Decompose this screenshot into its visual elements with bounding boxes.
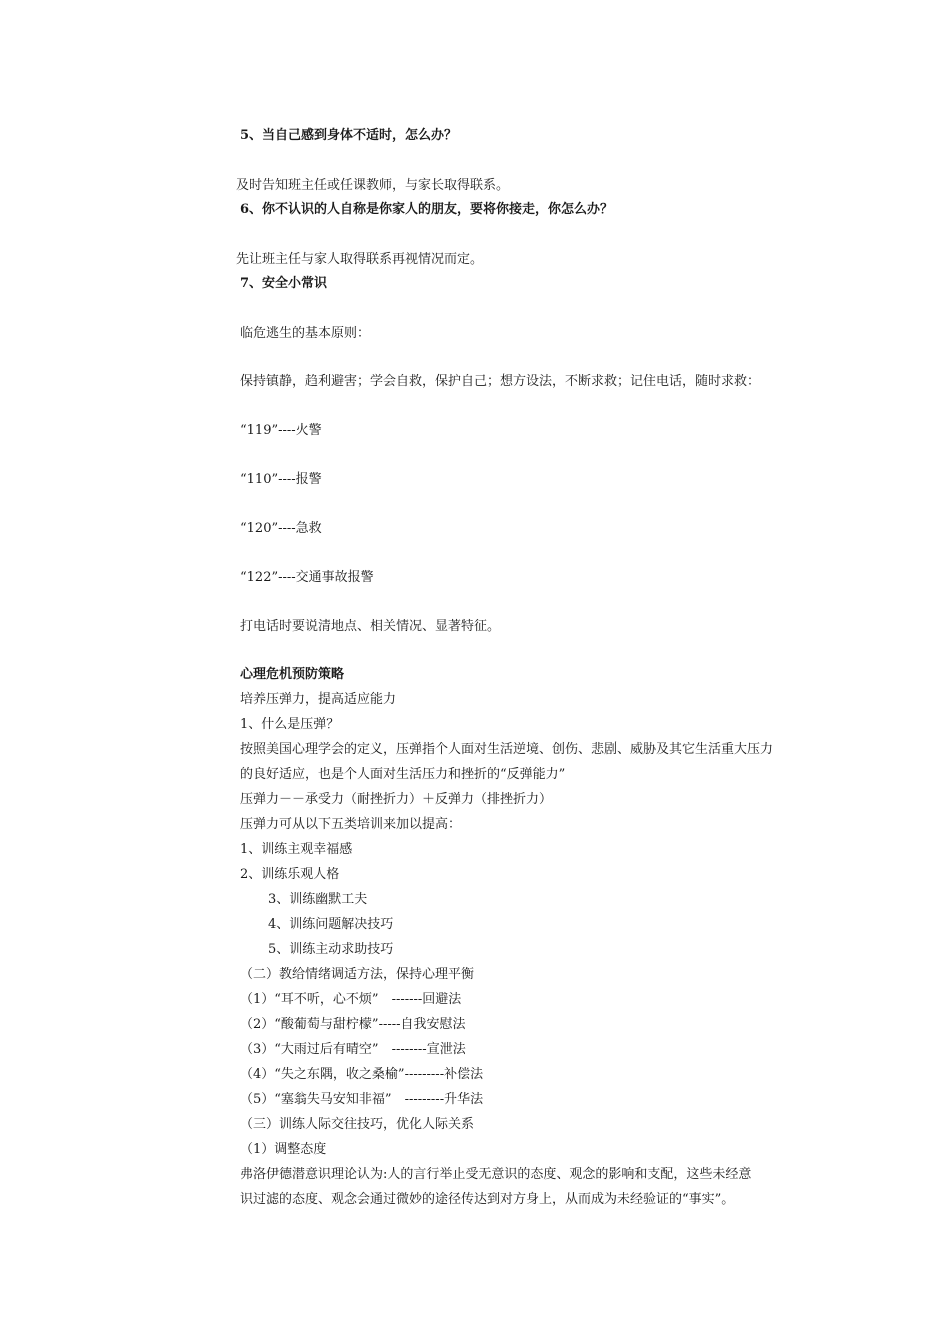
method-2: （2）“酸葡萄与甜柠檬”-----自我安慰法 [240, 1017, 466, 1032]
training-item-3: 3、训练幽默工夫 [268, 892, 368, 907]
method-5: （5）“塞翁失马安知非福” ---------升华法 [240, 1092, 484, 1107]
question-5: 5、当自己感到身体不适时，怎么办？ [240, 128, 458, 143]
resilience-definition-line2: 的良好适应，也是个人面对生活压力和挫折的“反弹能力” [240, 767, 566, 782]
training-intro: 压弹力可从以下五类培训来加以提高： [240, 817, 462, 832]
answer-6: 先让班主任与家人取得联系再视情况而定。 [236, 252, 484, 267]
section-3-heading: （三）训练人际交往技巧，优化人际关系 [240, 1117, 475, 1132]
phone-122: “122”----交通事故报警 [240, 570, 374, 585]
resilience-definition-line1: 按照美国心理学会的定义，压弹指个人面对生活逆境、创伤、悲剧、威胁及其它生活重大压力 [240, 742, 774, 757]
question-7: 7、安全小常识 [240, 276, 328, 291]
freud-theory-line1: 弗洛伊德潜意识理论认为:人的言行举止受无意识的态度、观念的影响和支配，这些未经意 [240, 1167, 752, 1182]
phone-119: “119”----火警 [240, 423, 322, 438]
escape-principle-text: 保持镇静，趋利避害；学会自救，保护自己；想方设法，不断求救；记住电话，随时求救： [240, 374, 761, 389]
training-item-4: 4、训练问题解决技巧 [268, 917, 394, 932]
escape-principle-title: 临危逃生的基本原则： [240, 326, 371, 341]
section-2-heading: （二）教给情绪调适方法，保持心理平衡 [240, 967, 475, 982]
method-1: （1）“耳不听，心不烦” -------回避法 [240, 992, 462, 1007]
psych-subheading: 培养压弹力，提高适应能力 [240, 692, 397, 707]
resilience-question: 1、什么是压弹？ [240, 717, 340, 732]
training-item-5: 5、训练主动求助技巧 [268, 942, 394, 957]
phone-110: “110”----报警 [240, 472, 322, 487]
step-1: （1）调整态度 [240, 1142, 327, 1157]
call-tip: 打电话时要说清地点、相关情况、显著特征。 [240, 619, 501, 634]
phone-120: “120”----急救 [240, 521, 322, 536]
training-item-1: 1、训练主观幸福感 [240, 842, 353, 857]
training-item-2: 2、训练乐观人格 [240, 867, 340, 882]
freud-theory-line2: 识过滤的态度、观念会通过微妙的途径传达到对方身上，从而成为未经验证的“事实”。 [240, 1192, 735, 1207]
psych-heading: 心理危机预防策略 [240, 667, 345, 682]
resilience-formula: 压弹力－－承受力（耐挫折力）＋反弹力（排挫折力） [240, 792, 553, 807]
method-4: （4）“失之东隅，收之桑榆”---------补偿法 [240, 1067, 484, 1082]
question-6: 6、你不认识的人自称是你家人的朋友，要将你接走，你怎么办？ [240, 202, 614, 217]
method-3: （3）“大雨过后有晴空” --------宣泄法 [240, 1042, 466, 1057]
answer-5: 及时告知班主任或任课教师，与家长取得联系。 [236, 178, 510, 193]
